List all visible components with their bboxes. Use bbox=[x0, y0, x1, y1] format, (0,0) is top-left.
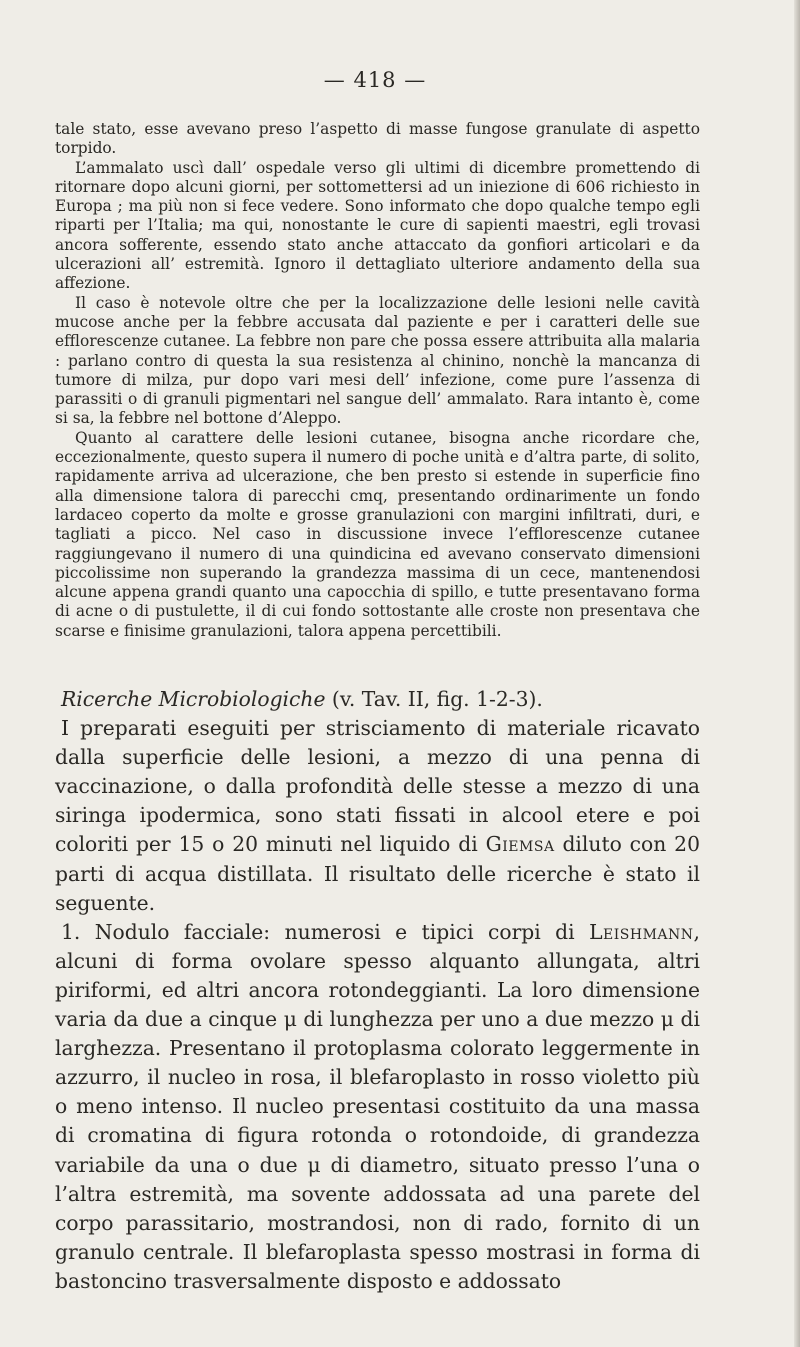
section-paragraph-2 bbox=[55, 918, 700, 1296]
paragraph-2: L’ammalato uscì dall’ ospedale verso gli ultimi di dicembre promettendo di ritornare dopo alcuni giorni, per sottomettersi ad un iniezione di 606 richiesto in Europa ; ma più non si fece vedere. Sono informato che dopo qualche tempo egli riparti per l’Italia; ma qui, nonostante le cure di sapienti maestri, egli trovasi ancora sofferente, essendo stato anche attaccato da gonfiori articolari e da ulcerazioni all’ estremità. Ignoro il dettagliato ulteriore andamento della sua affezione. bbox=[55, 158, 700, 293]
microbiology-section bbox=[55, 685, 700, 1296]
section-heading bbox=[55, 685, 700, 714]
section-heading-ref: (v. Tav. II, fig. 1-2-3). bbox=[325, 687, 543, 711]
section-heading-italic: Ricerche Microbiologiche bbox=[61, 687, 326, 711]
paragraph-1: tale stato, esse avevano preso l’aspetto di masse fungose granulate di aspetto torpido. bbox=[55, 120, 700, 158]
paragraph-4: Quanto al carattere delle lesioni cutanee, bisogna anche ricordare che, eccezionalmente, questo supera il numero di poche unità e d’altra parte, di solito, rapidamente arriva ad ulcerazione, che ben presto si estende in superficie fino alla dimensione talora di parecchi cmq, presentando ordinarimente un fondo lardaceo coperto da molte e grosse granulazioni con margini infiltrati, duri, e tagliati a picco. Nel caso in discussione invece l’efflorescenze cutanee raggiungevano il numero di una quindicina ed avevano conservato dimensioni piccolissime non superando la grandezza massima di un cece, mantenendosi alcune appena grandi quanto una capocchia di spillo, e tutte presentavano forma di acne o di pustulette, il di cui fondo sottostante alle croste non presentava che scarse e finisime granulazioni, talora appena percettibili. bbox=[55, 428, 700, 640]
section-p2-text-a: 1. Nodulo facciale: numerosi e tipici corpi di bbox=[61, 919, 590, 944]
page-edge bbox=[794, 0, 800, 1347]
section-p1-text-a: I preparati eseguiti per strisciamento di materiale ricavato dalla superficie delle lesioni, a mezzo di una penna di vaccinazione, o dalla profondità delle stesse a mezzo di una siringa ipodermica, sono stati fissati in alcool etere e poi coloriti per 15 o 20 minuti nel liquido di bbox=[55, 716, 700, 857]
section-paragraph-1 bbox=[55, 714, 700, 918]
author-name-leishmann: Leishmann bbox=[589, 919, 694, 944]
page-number: — 418 — bbox=[323, 68, 427, 92]
section-p2-text-b: , alcuni di forma ovolare spesso alquanto allungata, altri piriformi, ed altri ancora rotondeggianti. La loro dimensione varia da due a cinque μ di lunghezza per uno a due mezzo μ di larghezza. Presentano il protoplasma colorato leggermente in azzurro, il nucleo in rosa, il blefaroplasto in rosso violetto più o meno intenso. Il nucleo presentasi costituito da una massa di cromatina di figura rotonda o rotondoide, di grandezza variabile da una o due μ di diametro, situato presso l’una o l’altra estremità, ma sovente addossata ad una parete del corpo parassitario, mostrandosi, non di rado, fornito di un granulo centrale. Il blefaroplasta spesso mostrasi in forma di bastoncino trasversalmente disposto e addossato bbox=[55, 919, 700, 1293]
small-text-block bbox=[55, 120, 700, 641]
section-p1-text-b: diluto con 20 parti di acqua distillata. Il risultato delle ricerche è stato il seguente. bbox=[55, 832, 700, 915]
paragraph-3: Il caso è notevole oltre che per la localizzazione delle lesioni nelle cavità mucose anche per la febbre accusata dal paziente e per i caratteri delle sue efflorescenze cutanee. La febbre non pare che possa essere attribuita alla malaria : parlano contro di questa la sua resistenza al chinino, nonchè la mancanza di tumore di milza, pur dopo vari mesi dell’ infezione, come pure l’assenza di parassiti o di granuli pigmentari nel sangue dell’ ammalato. Rara intanto è, come si sa, la febbre nel bottone d’Aleppo. bbox=[55, 293, 700, 428]
author-name-giemsa: Giemsa bbox=[485, 832, 555, 857]
